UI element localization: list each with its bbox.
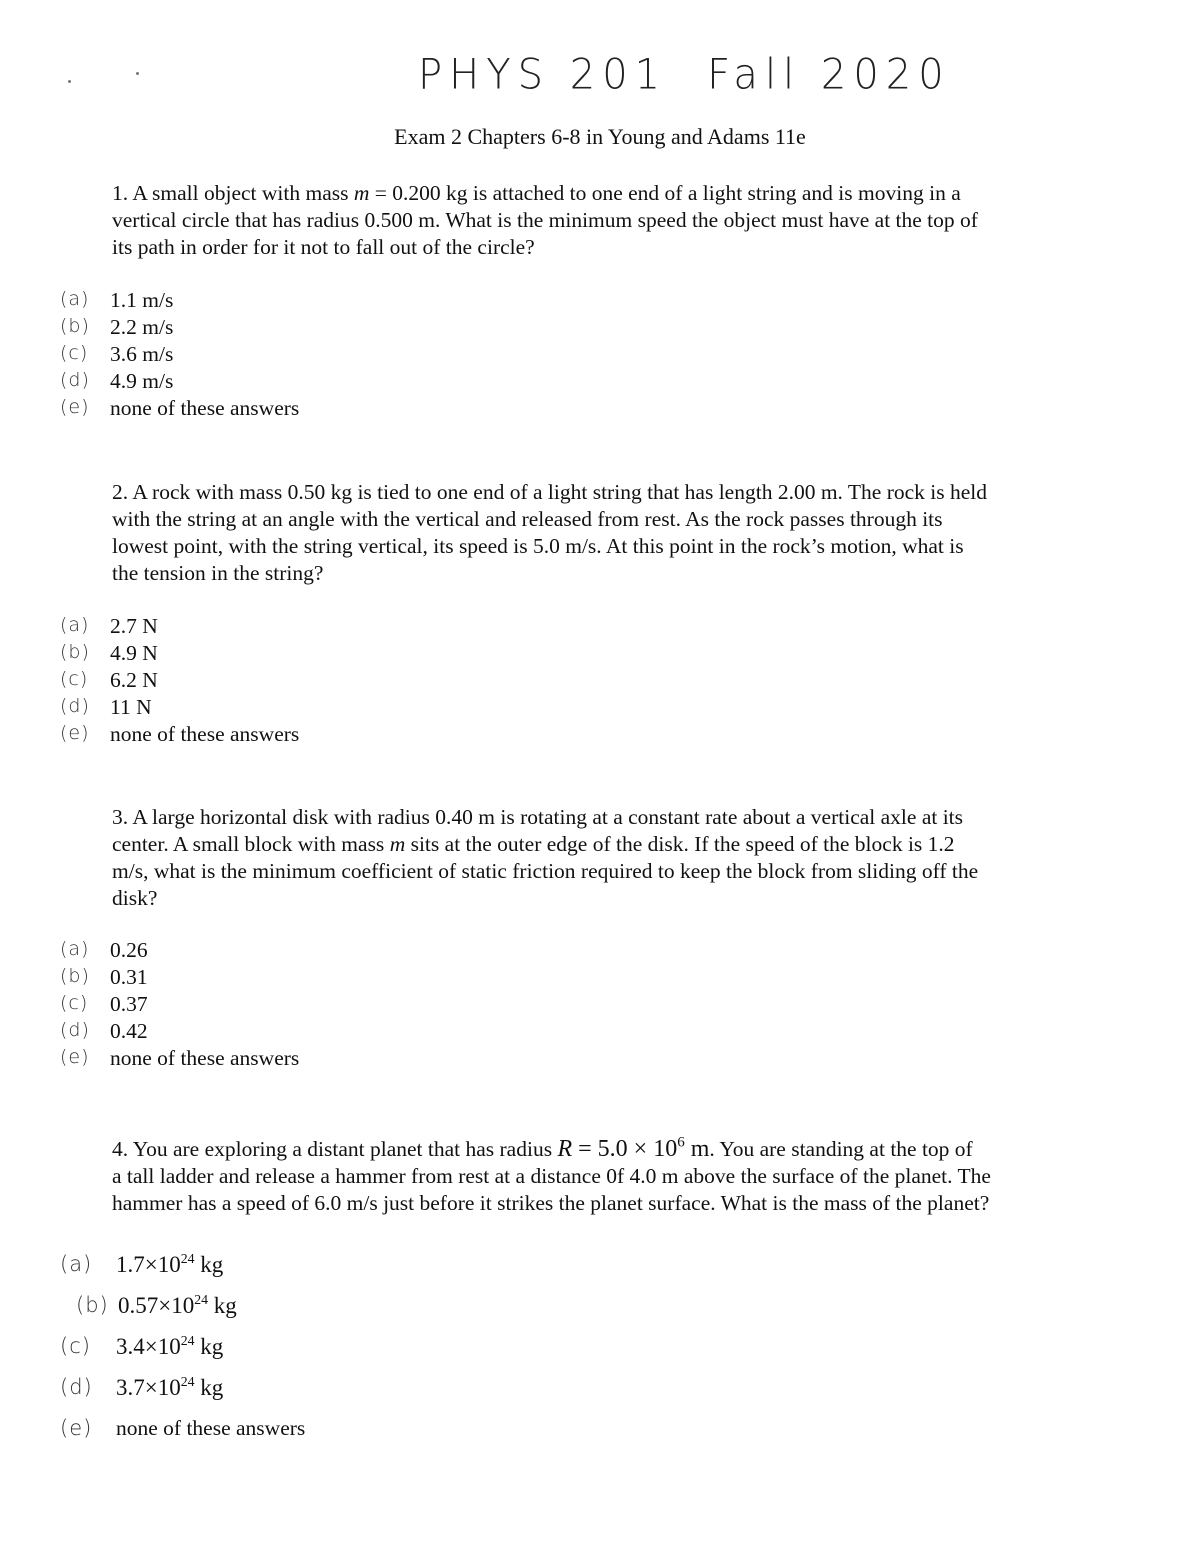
radius-exponent: 6 bbox=[677, 1134, 685, 1151]
choice-mantissa: 3.7×10 bbox=[116, 1375, 181, 1400]
choice-text: 0.31 bbox=[110, 965, 148, 989]
choice-value bbox=[118, 1293, 237, 1319]
choice-text: none of these answers bbox=[110, 722, 300, 746]
question-4-line-1 bbox=[112, 1136, 1082, 1163]
choice-letter: (e) bbox=[60, 1416, 93, 1440]
choice-letter: (d) bbox=[60, 369, 90, 391]
choice-text: 4.9 N bbox=[110, 641, 158, 665]
choice-exponent: 24 bbox=[180, 1251, 195, 1267]
choice-letter: (b) bbox=[60, 315, 90, 337]
choice-mantissa: 3.4×10 bbox=[116, 1334, 181, 1359]
choice-letter: (d) bbox=[60, 1019, 90, 1041]
choice-text: none of these answers bbox=[110, 396, 300, 420]
choice-text: 0.42 bbox=[110, 1019, 148, 1043]
scan-speck bbox=[136, 72, 139, 75]
choice-unit: kg bbox=[194, 1375, 224, 1400]
question-4-line-1-end: . You are standing at the top of bbox=[709, 1137, 973, 1161]
choice-letter: (b) bbox=[60, 641, 90, 663]
radius-symbol: R bbox=[557, 1136, 573, 1162]
choice-letter: (b) bbox=[60, 965, 90, 987]
choice-letter: (c) bbox=[60, 992, 89, 1014]
choice-letter: (a) bbox=[60, 938, 90, 960]
choice-value bbox=[116, 1252, 223, 1278]
handwritten-course-title bbox=[418, 51, 951, 99]
question-4-intro: 4. You are exploring a distant planet that has radius bbox=[112, 1137, 558, 1161]
choice-letter: (e) bbox=[60, 1046, 90, 1068]
choice-text: none of these answers bbox=[110, 1046, 300, 1070]
question-1: 1. A small object with mass m = 0.200 kg is attached to one end of a light string and is moving in a vertical circle that has radius 0.500 m. What is the minimum speed the object must have at the top of its path in order for it not to fall out of the circle? bbox=[112, 181, 978, 259]
choice-letter: (e) bbox=[60, 722, 90, 744]
choice-text: 11 N bbox=[110, 695, 152, 719]
choice-letter: (a) bbox=[60, 288, 90, 310]
choice-letter: (c) bbox=[60, 1334, 91, 1358]
exam-subtitle: Exam 2 Chapters 6-8 in Young and Adams 11e bbox=[394, 124, 806, 149]
choice-text: none of these answers bbox=[116, 1416, 306, 1440]
choice-letter: (c) bbox=[60, 342, 89, 364]
choice-unit: kg bbox=[194, 1334, 224, 1359]
choice-text: 6.2 N bbox=[110, 668, 158, 692]
choice-letter: (b) bbox=[76, 1293, 109, 1317]
scan-speck bbox=[68, 80, 71, 83]
choice-text: 0.26 bbox=[110, 938, 148, 962]
question-3: 3. A large horizontal disk with radius 0.40 m is rotating at a constant rate about a vertical axle at its center. A small block with mass m sits at the outer edge of the disk. If the speed of the block is 1.2 m/s, what is the minimum coefficient of static friction required to keep the block from sliding off the disk? bbox=[112, 805, 979, 910]
choice-letter: (e) bbox=[60, 396, 90, 418]
mass-symbol: m bbox=[353, 181, 370, 205]
question-4-rest: a tall ladder and release a hammer from rest at a distance 0f 4.0 m above the surface of the planet. The hammer has a speed of 6.0 m/s just before it strikes the planet surface. What is the mass of the planet? bbox=[112, 1164, 991, 1215]
choice-value bbox=[116, 1334, 223, 1360]
choice-exponent: 24 bbox=[180, 1333, 195, 1349]
choice-mantissa: 1.7×10 bbox=[116, 1252, 181, 1277]
radius-mantissa: = 5.0 × 10 bbox=[572, 1136, 678, 1162]
choice-letter: (d) bbox=[60, 1375, 93, 1399]
choice-text: 2.7 N bbox=[110, 614, 158, 638]
choice-unit: kg bbox=[208, 1293, 237, 1318]
question-2: 2. A rock with mass 0.50 kg is tied to one end of a light string that has length 2.00 m. The rock is held with the string at an angle with the vertical and released from rest. As the rock passes through its lowest point, with the string vertical, its speed is 5.0 m/s. At this point in the rock’s motion, what is the tension in the string? bbox=[112, 480, 988, 585]
course-code: PHYS 201 bbox=[418, 50, 668, 100]
choice-exponent: 24 bbox=[194, 1292, 209, 1308]
question-4 bbox=[112, 1136, 1082, 1217]
choice-value bbox=[116, 1375, 223, 1401]
course-term: Fall 2020 bbox=[707, 50, 951, 100]
choice-text: 0.37 bbox=[110, 992, 148, 1016]
choice-letter: (d) bbox=[60, 695, 90, 717]
choice-mantissa: 0.57×10 bbox=[118, 1293, 195, 1318]
mass-symbol: m bbox=[389, 832, 406, 856]
choice-text: 3.6 m/s bbox=[110, 342, 174, 366]
choice-text: 2.2 m/s bbox=[110, 315, 174, 339]
choice-unit: kg bbox=[194, 1252, 224, 1277]
radius-unit: m bbox=[684, 1136, 710, 1162]
choice-letter: (c) bbox=[60, 668, 89, 690]
choice-text: 1.1 m/s bbox=[110, 288, 174, 312]
choice-exponent: 24 bbox=[180, 1374, 195, 1390]
choice-letter: (a) bbox=[60, 614, 90, 636]
choice-letter: (a) bbox=[60, 1252, 93, 1276]
choice-text: 4.9 m/s bbox=[110, 369, 174, 393]
